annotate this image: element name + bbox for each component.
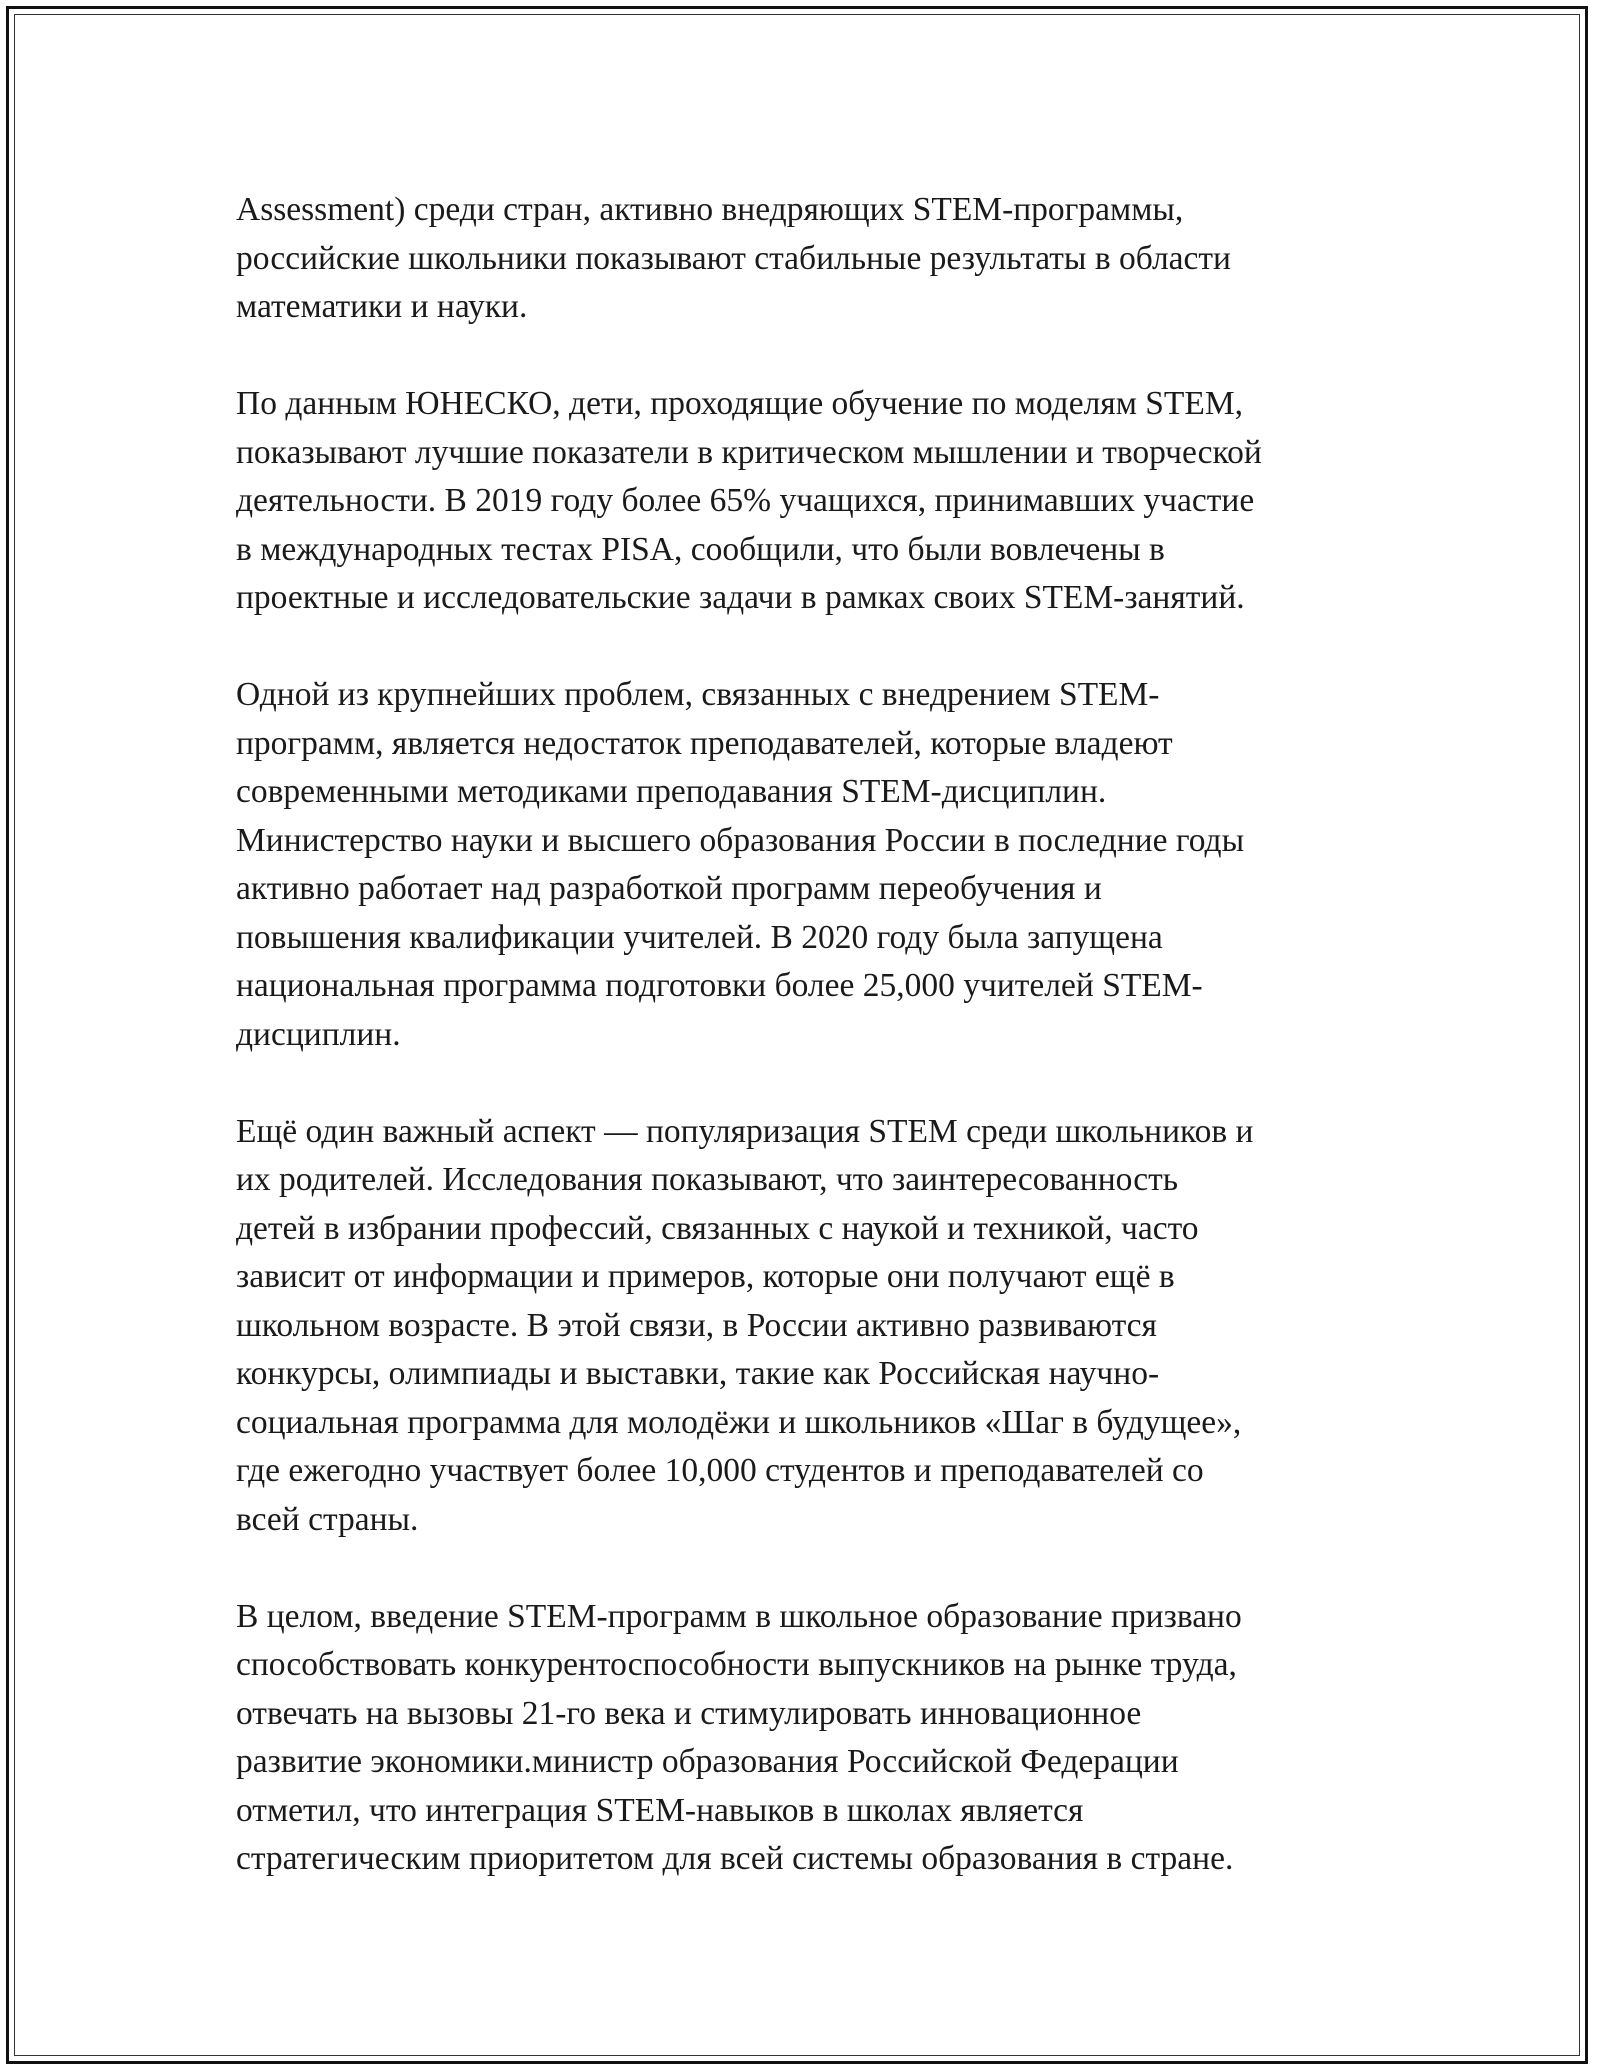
- text-line: конкурсы, олимпиады и выставки, такие как Российская научно-: [236, 1355, 1160, 1392]
- paragraph-unesco-data: [236, 380, 1376, 623]
- text-line: где ежегодно участвует более 10,000 студентов и преподавателей со: [236, 1452, 1204, 1489]
- text-line: стратегическим приоритетом для всей системы образования в стране.: [236, 1840, 1234, 1877]
- text-line: отметил, что интеграция STEM-навыков в школах является: [236, 1791, 1084, 1829]
- text-line: показывают лучшие показатели в критическом мышлении и творческой: [236, 433, 1262, 471]
- text-line: Одной из крупнейших проблем, связанных с внедрением STEM-: [236, 676, 1160, 713]
- text-line: активно работает над разработкой программ переобучения и: [236, 870, 1102, 907]
- text-line: зависит от информации и примеров, которые они получают ещё в: [236, 1258, 1175, 1295]
- paragraph-stem-popularization: [236, 1108, 1376, 1545]
- text-line: Assessment) среди стран, активно внедряющих STEM-программы,: [236, 191, 1184, 228]
- text-line: российские школьники показывают стабильные результаты в области: [236, 239, 1231, 277]
- text-line: проектные и исследовательские задачи в рамках своих STEM-занятий.: [236, 579, 1245, 616]
- text-line: математики и науки.: [236, 288, 528, 325]
- text-line: школьном возрасте. В этой связи, в России активно развиваются: [236, 1306, 1157, 1344]
- text-line: дисциплин.: [236, 1015, 401, 1053]
- text-line: национальная программа подготовки более 25,000 учителей STEM-: [236, 967, 1203, 1004]
- paragraph-teacher-shortage: [236, 671, 1376, 1059]
- text-line: детей в избрании профессий, связанных с наукой и техникой, часто: [236, 1209, 1199, 1247]
- text-line: современными методиками преподавания STEM-дисциплин.: [236, 773, 1107, 810]
- text-line: В целом, введение STEM-программ в школьное образование призвано: [236, 1597, 1242, 1635]
- text-line: деятельности. В 2019 году более 65% учащихся, принимавших участие: [236, 482, 1255, 519]
- text-line: программ, является недостаток преподавателей, которые владеют: [236, 724, 1173, 762]
- text-line: повышения квалификации учителей. В 2020 году была запущена: [236, 918, 1163, 956]
- document-body: [236, 186, 1376, 1932]
- text-line: Ещё один важный аспект — популяризация STEM среди школьников и: [236, 1112, 1254, 1150]
- text-line: всей страны.: [236, 1500, 419, 1538]
- paragraph-conclusion: [236, 1593, 1376, 1884]
- text-line: в международных тестах PISA, сообщили, что были вовлечены в: [236, 530, 1165, 568]
- text-line: социальная программа для молодёжи и школьников «Шаг в будущее»,: [236, 1403, 1242, 1441]
- text-line: По данным ЮНЕСКО, дети, проходящие обучение по моделям STEM,: [236, 385, 1244, 422]
- paragraph-pisa-results: [236, 186, 1376, 332]
- text-line: развитие экономики.министр образования Российской Федерации: [236, 1743, 1179, 1780]
- text-line: способствовать конкурентоспособности выпускников на рынке труда,: [236, 1646, 1237, 1683]
- text-line: Министерство науки и высшего образования России в последние годы: [236, 821, 1245, 859]
- text-line: отвечать на вызовы 21-го века и стимулировать инновационное: [236, 1694, 1142, 1732]
- text-line: их родителей. Исследования показывают, что заинтересованность: [236, 1161, 1179, 1198]
